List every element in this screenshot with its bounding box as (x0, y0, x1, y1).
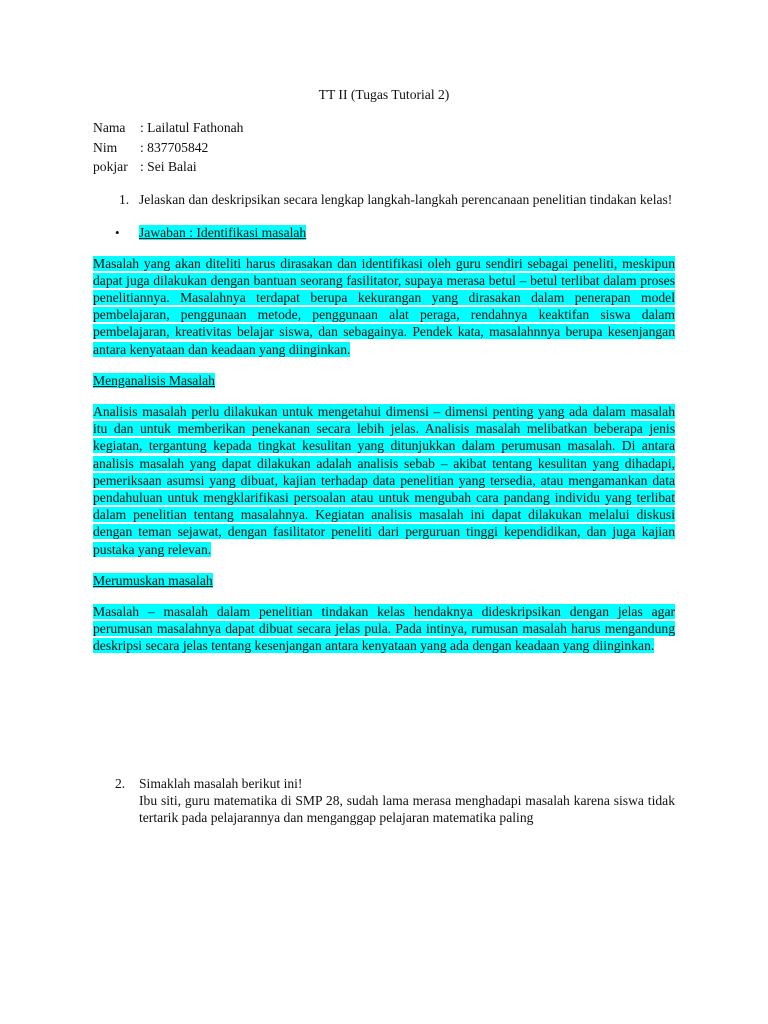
document-title: TT II (Tugas Tutorial 2) (318, 87, 450, 102)
answer-heading (93, 224, 675, 241)
question-1 (93, 191, 675, 208)
question-number: 2. (115, 775, 126, 791)
section-heading-menganalisis (93, 372, 675, 389)
paragraph-identifikasi (93, 255, 675, 358)
section-heading-text: Menganalisis Masalah (93, 372, 215, 388)
highlighted-text: Masalah yang akan diteliti harus dirasakan dan identifikasi oleh guru sendiri sebagai peneliti, meskipun dapat juga dilakukan dengan bantuan seorang fasilitator, supaya merasa betul – betul terlibat dalam proses penelitiannya. Masalahnya terdapat berupa kekurangan yang dirasakan dalam penerapan model pembelajaran, penggunaan metode, penggunaan alat peraga, rendahnya keaktifan siswa dalam pembelajaran, kreativitas belajar siswa, dan sebagainya. Pendek kata, masalahnnya berupa kesenjangan antara kenyataan dan keadaan yang diinginkan. (93, 255, 675, 357)
identity-value: : 837705842 (140, 139, 209, 155)
identity-row-pokjar (93, 158, 675, 177)
question-text: Jelaskan dan deskripsikan secara lengkap langkah-langkah perencanaan penelitian tindakan kelas! (139, 192, 673, 208)
section-heading-text: Merumuskan masalah (93, 572, 213, 588)
section-heading-merumuskan (93, 572, 675, 589)
question-text: Ibu siti, guru matematika di SMP 28, sudah lama merasa menghadapi masalah karena siswa tidak tertarik pada pelajarannya dan menganggap pelajaran matematika paling (139, 792, 675, 825)
question-2 (93, 775, 675, 827)
question-instruction: Simaklah masalah berikut ini! (139, 775, 303, 791)
identity-label: Nama (93, 120, 126, 136)
identity-row-nim (93, 139, 675, 158)
paragraph-merumuskan (93, 603, 675, 655)
question-number: 1. (119, 192, 130, 208)
identity-label: Nim (93, 139, 118, 155)
blank-space (93, 655, 675, 775)
identity-value: : Sei Balai (140, 158, 197, 174)
student-identity (93, 119, 675, 177)
identity-row-name (93, 119, 675, 138)
identity-value: : Lailatul Fathonah (140, 120, 244, 136)
paragraph-menganalisis (93, 403, 675, 558)
highlighted-text: Masalah – masalah dalam penelitian tindakan kelas hendaknya dideskripsikan dengan jelas agar perumusan masalahnya dapat dibuat secara jelas pula. Pada intinya, rumusan masalah harus mengandung deskripsi secara jelas tentang kesenjangan antara kenyataan yang ada dengan keadaan yang diinginkan. (93, 603, 675, 654)
answer-heading-text: Jawaban : Identifikasi masalah (139, 225, 307, 241)
highlighted-text: Analisis masalah perlu dilakukan untuk mengetahui dimensi – dimensi penting yang ada dalam masalah itu dan untuk memberikan penekanan secara lebih jelas. Analisis masalah melibatkan beberapa jenis kegiatan, tergantung kepada tingkat kesulitan yang ditunjukkan dalam perumusan masalah. Di antara analisis masalah yang dapat dilakukan adalah analisis sebab – akibat tentang kesulitan yang dihadapi, pemeriksaan asumsi yang dibuat, kajian terhadap data penelitian yang tersedia, atau mengamankan data pendahuluan untuk mengklarifikasi persoalan atau untuk mengubah cara pandang individu yang terlibat dalam penelitian tentang masalahnya. Kegiatan analisis masalah ini dapat dilakukan melalui diskusi dengan teman sejawat, dengan fasilitator peneliti dari perguruan tinggi kependidikan, dan juga kajian pustaka yang relevan. (93, 403, 675, 557)
identity-label: pokjar (93, 158, 128, 174)
bullet-icon: • (115, 225, 120, 241)
